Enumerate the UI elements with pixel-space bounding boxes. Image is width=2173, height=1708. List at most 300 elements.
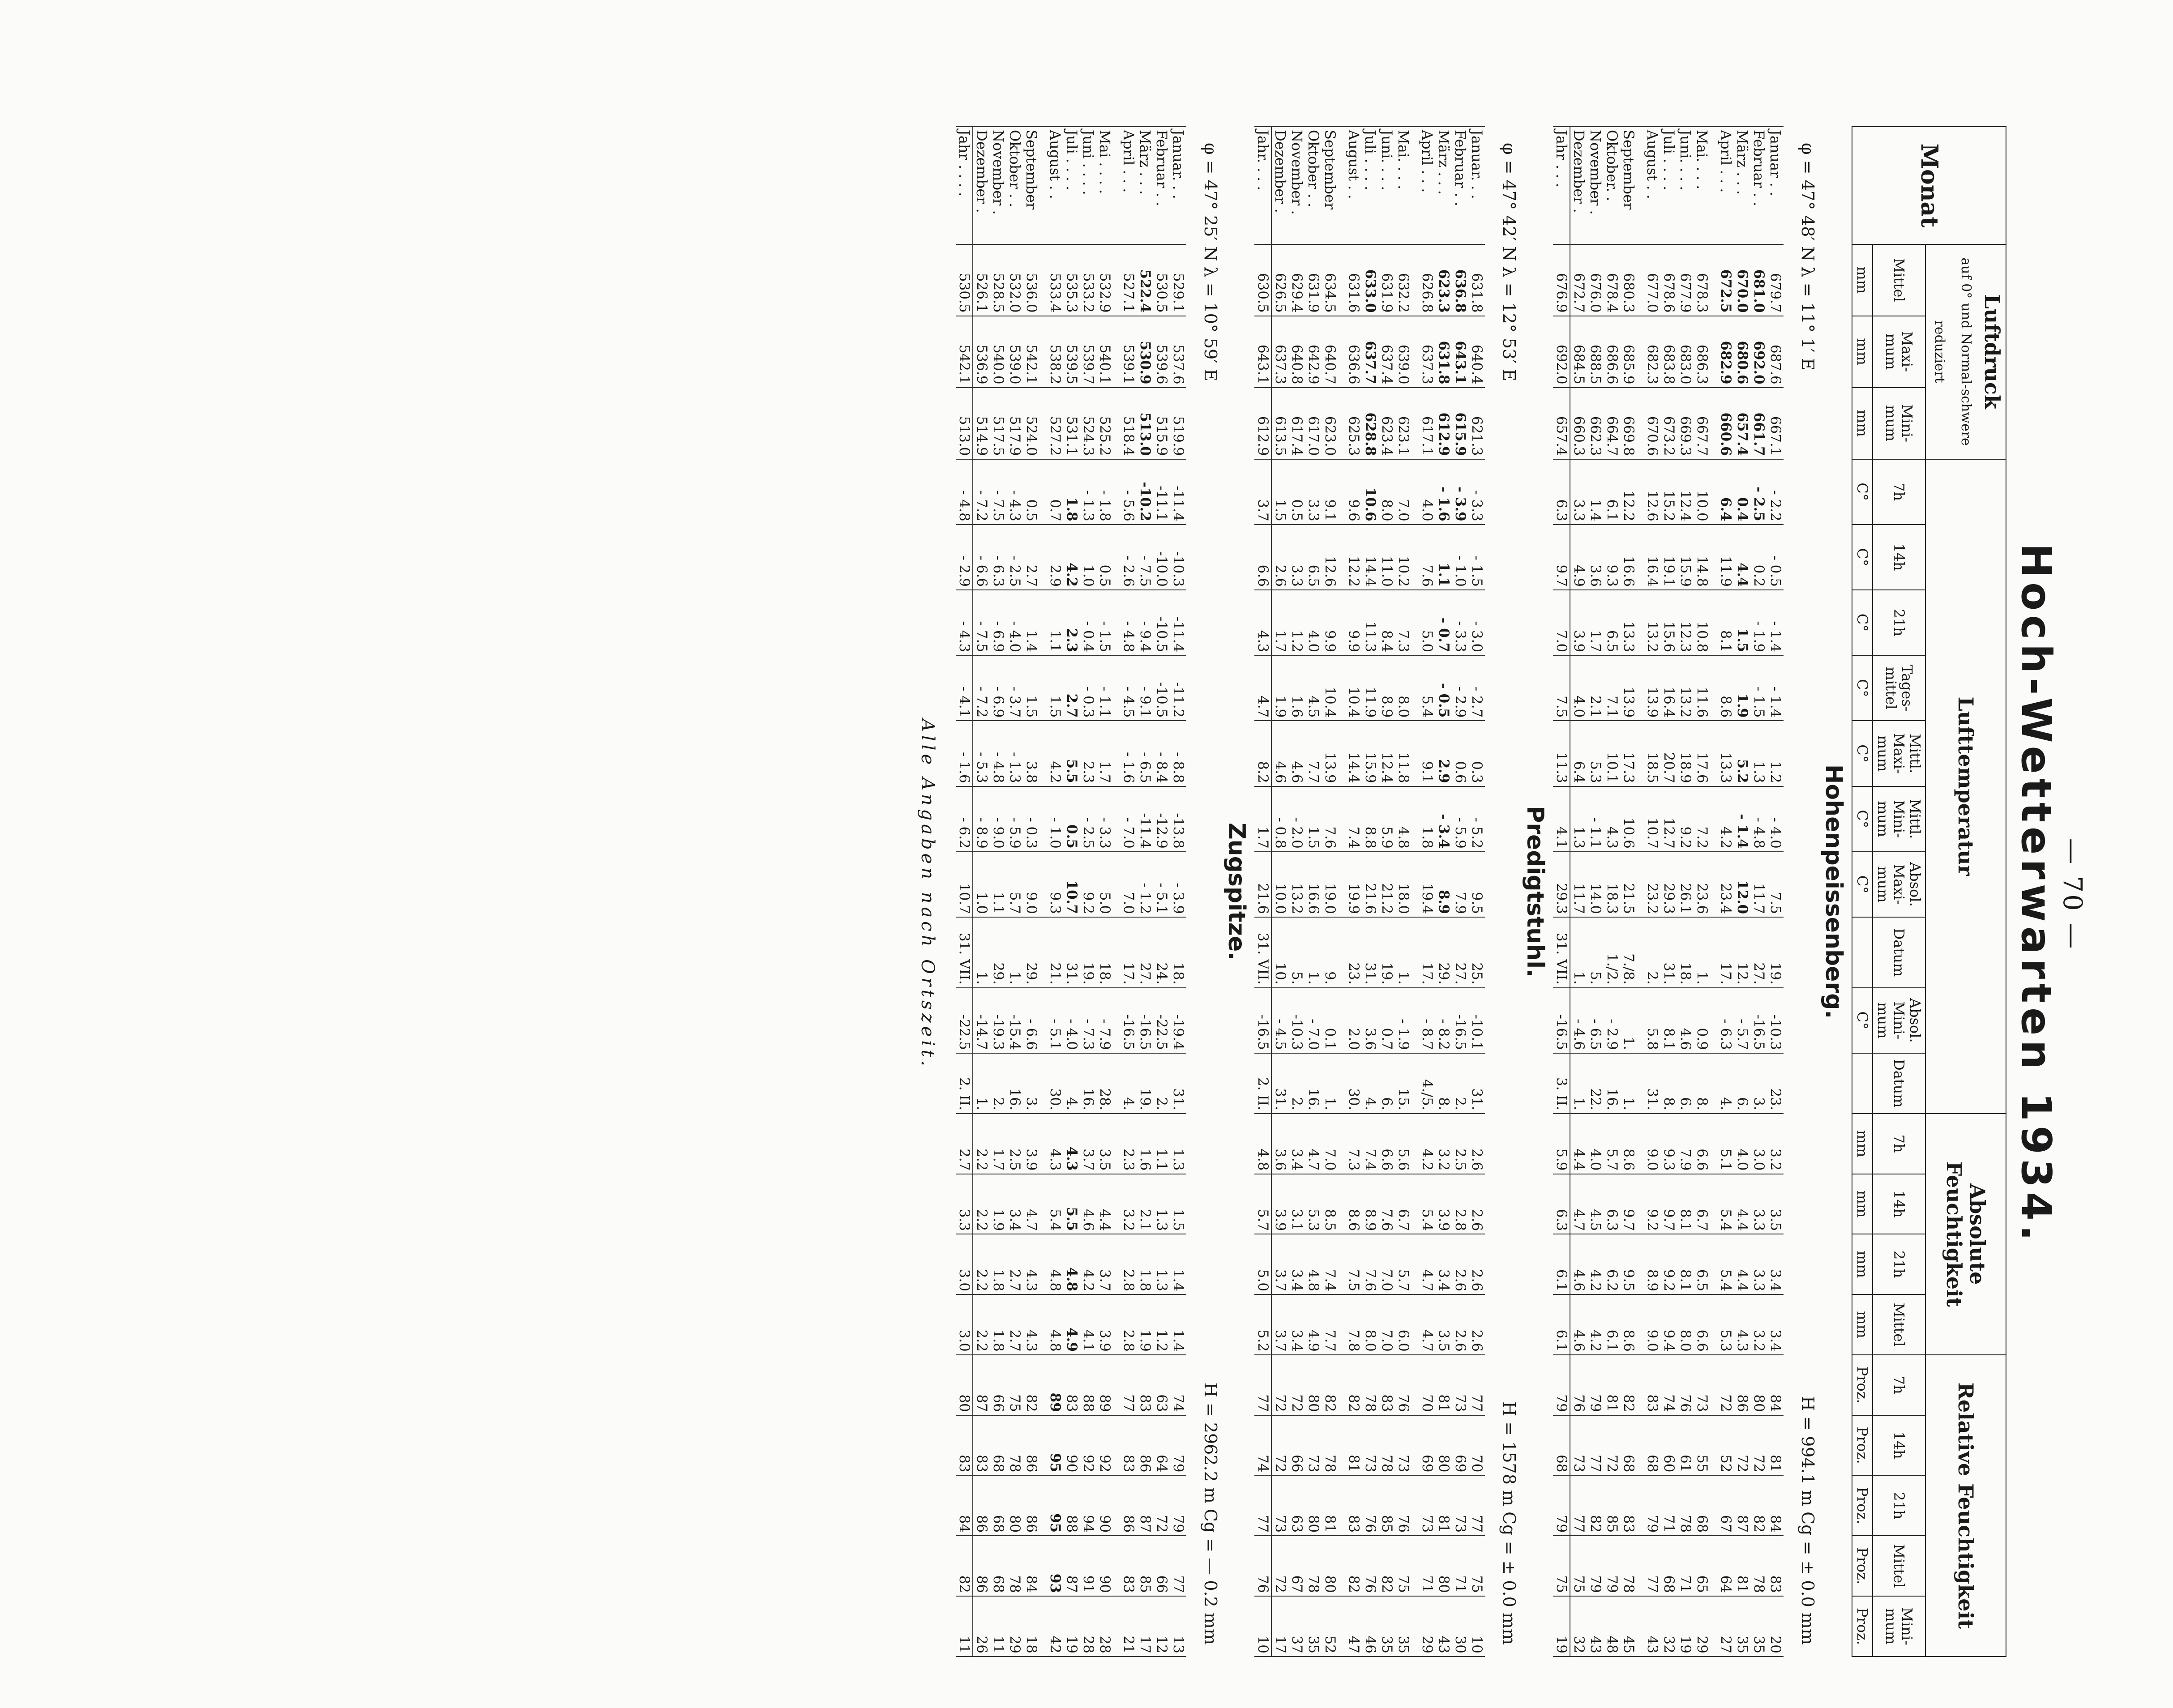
value-cell: 21 <box>1120 1596 1137 1657</box>
value-cell: 7.6 <box>1322 786 1345 852</box>
value-cell: - 6.6 <box>1023 988 1047 1053</box>
value-cell: 9.0 <box>1644 1114 1660 1174</box>
value-cell: 632.2 <box>1395 244 1419 316</box>
value-cell: 67 <box>1288 1536 1305 1596</box>
value-cell: 19 <box>1553 1596 1570 1657</box>
value-cell: 52 <box>1322 1596 1345 1657</box>
value-cell: 2.7 <box>1006 1294 1023 1355</box>
value-cell: 1.8 <box>990 1294 1006 1355</box>
station-name: Predigtstuhl. <box>1522 806 1548 978</box>
value-cell: 9.1 <box>1322 459 1345 525</box>
month-cell: Juni. . . . <box>1378 127 1395 244</box>
value-cell: 11.9 <box>1362 655 1378 721</box>
value-cell: 24. <box>1153 917 1170 988</box>
value-cell: - 3.9 <box>1170 852 1186 917</box>
value-cell: 7.6 <box>1362 1234 1378 1294</box>
value-cell: 8.8 <box>1362 786 1378 852</box>
value-cell: 8.1 <box>1717 590 1734 655</box>
value-cell: 46 <box>1362 1596 1378 1657</box>
value-cell: 3.1 <box>1288 1174 1305 1234</box>
value-cell: - 1.6 <box>956 721 973 786</box>
value-cell: -10.5 <box>1153 590 1170 655</box>
value-cell: 83 <box>973 1415 990 1476</box>
value-cell: 79 <box>1170 1475 1186 1536</box>
value-cell: 7.2 <box>1694 786 1717 852</box>
unit-header: mm <box>1852 244 1873 316</box>
value-cell: 2.9 <box>1435 721 1452 786</box>
value-cell: 77 <box>1170 1536 1186 1596</box>
unit-header: Proz. <box>1852 1355 1873 1415</box>
value-cell: 87 <box>1137 1475 1153 1536</box>
value-cell: 1./2. <box>1604 917 1620 988</box>
value-cell: 1.3 <box>1750 721 1767 786</box>
value-cell: 3.3 <box>1288 525 1305 590</box>
value-cell: 68 <box>1660 1536 1677 1596</box>
table-row <box>1170 127 1186 1657</box>
column-header: 14h <box>1873 1174 1925 1234</box>
value-cell: 78 <box>1620 1536 1644 1596</box>
value-cell: 683.0 <box>1677 316 1694 388</box>
value-cell: 11.3 <box>1362 590 1378 655</box>
value-cell: 1. <box>1395 917 1419 988</box>
value-cell: 81 <box>1345 1415 1362 1476</box>
value-cell: 11.6 <box>1694 655 1717 721</box>
value-cell: 19 <box>1063 1596 1080 1657</box>
value-cell: 90 <box>1096 1475 1120 1536</box>
value-cell: 5.3 <box>1305 1174 1322 1234</box>
value-cell: 639.0 <box>1395 316 1419 388</box>
value-cell: 94 <box>1080 1475 1096 1536</box>
value-cell: 69 <box>1419 1415 1435 1476</box>
value-cell: 8.0 <box>1362 1294 1378 1355</box>
value-cell: 527.1 <box>1120 244 1137 316</box>
value-cell: 8.0 <box>1395 655 1419 721</box>
value-cell: 10.1 <box>1604 721 1620 786</box>
value-cell: 82 <box>1023 1355 1047 1415</box>
value-cell: 74 <box>1254 1415 1271 1476</box>
month-cell: Jahr . . . <box>1553 127 1570 244</box>
value-cell: 4.6 <box>1080 1174 1096 1234</box>
value-cell: - 3.7 <box>1006 655 1023 721</box>
value-cell: 45 <box>1620 1596 1644 1657</box>
value-cell: 680.3 <box>1620 244 1644 316</box>
value-cell: - 9.4 <box>1137 590 1153 655</box>
value-cell: 74 <box>1660 1355 1677 1415</box>
value-cell: - 2.5 <box>1006 525 1023 590</box>
value-cell: 2.8 <box>1120 1234 1137 1294</box>
value-cell: 1.9 <box>990 1174 1006 1234</box>
value-cell: 23. <box>1345 917 1362 988</box>
value-cell: 5.9 <box>1553 1114 1570 1174</box>
value-cell: 1.9 <box>1271 655 1288 721</box>
station-height: H = 2962.2 m Cg = — 0.2 mm <box>1201 1382 1220 1645</box>
value-cell: - 6.5 <box>1137 721 1153 786</box>
value-cell: 85 <box>1378 1475 1395 1536</box>
value-cell: 19.0 <box>1322 852 1345 917</box>
value-cell: 0.4 <box>1734 459 1750 525</box>
value-cell: 7.0 <box>1395 459 1419 525</box>
value-cell: 669.8 <box>1620 388 1644 459</box>
value-cell: 5.4 <box>1047 1174 1063 1234</box>
value-cell: 21. <box>1047 917 1063 988</box>
table-row <box>1587 127 1604 1657</box>
value-cell: 70 <box>1419 1355 1435 1415</box>
value-cell: 88 <box>1063 1475 1080 1536</box>
value-cell: 78 <box>1362 1355 1378 1415</box>
table-row <box>1750 127 1767 1657</box>
month-cell: August . . <box>1644 127 1660 244</box>
value-cell: 3.7 <box>1271 1294 1288 1355</box>
value-cell: 6.5 <box>1694 1234 1717 1294</box>
value-cell: 3.4 <box>1435 1234 1452 1294</box>
value-cell: 2.5 <box>1006 1114 1023 1174</box>
table-row <box>1362 127 1378 1657</box>
value-cell: 626.8 <box>1419 244 1435 316</box>
value-cell: 2.1 <box>1137 1174 1153 1234</box>
value-cell: 7.0 <box>1378 1234 1395 1294</box>
value-cell: 43 <box>1587 1596 1604 1657</box>
value-cell: 27. <box>1750 917 1767 988</box>
value-cell: 636.8 <box>1452 244 1468 316</box>
value-cell: 68 <box>1694 1475 1717 1536</box>
table-row <box>1694 127 1717 1657</box>
value-cell: 31. <box>1468 1053 1485 1114</box>
value-cell: - 8.2 <box>1435 988 1452 1053</box>
column-header: Datum <box>1873 917 1925 988</box>
value-cell: 3.9 <box>1435 1174 1452 1234</box>
value-cell: 3.2 <box>1767 1114 1784 1174</box>
value-cell: 23.4 <box>1717 852 1734 917</box>
value-cell: 526.1 <box>973 244 990 316</box>
value-cell: 4.7 <box>1419 1234 1435 1294</box>
value-cell: 81 <box>1767 1415 1784 1476</box>
value-cell: 4. <box>1063 1053 1080 1114</box>
value-cell: 4.4 <box>1734 1234 1750 1294</box>
value-cell: 7.4 <box>1322 1234 1345 1294</box>
value-cell: 77 <box>1570 1475 1587 1536</box>
value-cell: 533.4 <box>1047 244 1063 316</box>
column-header: 14h <box>1873 1415 1925 1476</box>
value-cell: 0.3 <box>1468 721 1485 786</box>
value-cell: 75 <box>1570 1536 1587 1596</box>
value-cell: 631.8 <box>1468 244 1485 316</box>
value-cell: 517.9 <box>1006 388 1023 459</box>
value-cell: 7.0 <box>1378 1294 1395 1355</box>
value-cell: 4.8 <box>1047 1294 1063 1355</box>
value-cell: 631.9 <box>1305 244 1322 316</box>
value-cell: 61 <box>1677 1415 1694 1476</box>
column-header: Mini-mum <box>1873 1596 1925 1657</box>
value-cell: 4.6 <box>1271 721 1288 786</box>
month-cell: April . . . <box>1120 127 1137 244</box>
value-cell: 2. II. <box>956 1053 973 1114</box>
value-cell: 79 <box>1553 1475 1570 1536</box>
value-cell: 72 <box>1604 1415 1620 1476</box>
value-cell: - 0.5 <box>1435 655 1452 721</box>
value-cell: 17.3 <box>1620 721 1644 786</box>
unit-header: C° <box>1852 655 1873 721</box>
value-cell: 65 <box>1694 1536 1717 1596</box>
value-cell: 13.9 <box>1644 655 1660 721</box>
value-cell: 16. <box>1080 1053 1096 1114</box>
value-cell: 1.5 <box>1023 655 1047 721</box>
value-cell: 81 <box>1435 1475 1452 1536</box>
value-cell: 85 <box>1137 1536 1153 1596</box>
value-cell: 1.7 <box>990 1114 1006 1174</box>
value-cell: 8.0 <box>1378 459 1395 525</box>
value-cell: 3.3 <box>1305 459 1322 525</box>
value-cell: 75 <box>1006 1355 1023 1415</box>
table-row <box>1468 127 1485 1657</box>
value-cell: 667.7 <box>1694 388 1717 459</box>
value-cell: 68 <box>990 1415 1006 1476</box>
value-cell: 1. <box>1570 1053 1587 1114</box>
value-cell: - 5.1 <box>1047 988 1063 1053</box>
value-cell: - 8.4 <box>1153 721 1170 786</box>
value-cell: 13.2 <box>1644 590 1660 655</box>
value-cell: 15.9 <box>1362 721 1378 786</box>
value-cell: 628.8 <box>1362 388 1378 459</box>
value-cell: - 4.1 <box>956 655 973 721</box>
value-cell: -10.0 <box>1153 525 1170 590</box>
value-cell: 2.6 <box>1452 1234 1468 1294</box>
value-cell: 539.1 <box>1120 316 1137 388</box>
table-row <box>1767 127 1784 1657</box>
value-cell: - 4.8 <box>990 721 1006 786</box>
value-cell: 1.5 <box>1170 1174 1186 1234</box>
value-cell: 21.6 <box>1362 852 1378 917</box>
value-cell: 533.2 <box>1080 244 1096 316</box>
value-cell: 9.1 <box>1419 721 1435 786</box>
value-cell: 662.3 <box>1587 388 1604 459</box>
value-cell: 13.3 <box>1620 590 1644 655</box>
value-cell: 12.4 <box>1677 459 1694 525</box>
value-cell: 680.6 <box>1734 316 1750 388</box>
table-row <box>1345 127 1362 1657</box>
value-cell: -14.7 <box>973 988 990 1053</box>
value-cell: 67 <box>1717 1475 1734 1536</box>
value-cell: 10.6 <box>1620 786 1644 852</box>
value-cell: 47 <box>1345 1596 1362 1657</box>
unit-header: Proz. <box>1852 1536 1873 1596</box>
table-row <box>1096 127 1120 1657</box>
value-cell: 4.6 <box>1677 988 1694 1053</box>
month-cell: Jahr . . . . <box>956 127 973 244</box>
value-cell: 92 <box>1096 1415 1120 1476</box>
value-cell: 83 <box>1644 1355 1660 1415</box>
unit-header: mm <box>1852 1294 1873 1355</box>
value-cell: 21.6 <box>1254 852 1271 917</box>
value-cell: - 4.0 <box>1063 988 1080 1053</box>
value-cell: 73 <box>1570 1415 1587 1476</box>
value-cell: 92 <box>1080 1415 1096 1476</box>
value-cell: 73 <box>1271 1475 1288 1536</box>
value-cell: 5.1 <box>1717 1114 1734 1174</box>
value-cell: - 4.0 <box>1767 786 1784 852</box>
month-cell: April . . . <box>1419 127 1435 244</box>
value-cell: 4.0 <box>1587 1114 1604 1174</box>
value-cell: 78 <box>1322 1415 1345 1476</box>
value-cell: 1.8 <box>1063 459 1080 525</box>
value-cell: 2.9 <box>1047 525 1063 590</box>
value-cell: 4.2 <box>1047 721 1063 786</box>
column-header: Mittel <box>1873 1536 1925 1596</box>
value-cell: 11.8 <box>1395 721 1419 786</box>
value-cell: 4.0 <box>1305 590 1322 655</box>
value-cell: 0.5 <box>1288 459 1305 525</box>
table-row <box>1717 127 1734 1657</box>
value-cell: 76 <box>1254 1536 1271 1596</box>
value-cell: 4.5 <box>1305 655 1322 721</box>
month-cell: April . . . <box>1717 127 1734 244</box>
value-cell: - 7.2 <box>973 655 990 721</box>
value-cell: 1.5 <box>1305 786 1322 852</box>
value-cell: 529.1 <box>1170 244 1186 316</box>
value-cell: 69 <box>1452 1415 1468 1476</box>
value-cell: 6.1 <box>1604 1294 1620 1355</box>
value-cell: 4.4 <box>1570 1114 1587 1174</box>
value-cell: 10.7 <box>1644 786 1660 852</box>
value-cell: 637.4 <box>1378 316 1395 388</box>
unit-header <box>1852 917 1873 988</box>
value-cell: 539.7 <box>1080 316 1096 388</box>
value-cell: 1.4 <box>1023 590 1047 655</box>
value-cell: 86 <box>1120 1475 1137 1536</box>
value-cell: 612.9 <box>1435 388 1452 459</box>
value-cell: 1.2 <box>1767 721 1784 786</box>
value-cell: 95 <box>1047 1475 1063 1536</box>
value-cell: 537.6 <box>1170 316 1186 388</box>
value-cell: 83 <box>1620 1475 1644 1536</box>
header-luftdruck-title: Luftdruck <box>1980 294 2004 409</box>
value-cell: 79 <box>1587 1536 1604 1596</box>
value-cell: 6.4 <box>1717 459 1734 525</box>
value-cell: 7.0 <box>1322 1114 1345 1174</box>
value-cell: 2. <box>1153 1053 1170 1114</box>
value-cell: 6.5 <box>1305 525 1322 590</box>
value-cell: 9.7 <box>1553 525 1570 590</box>
value-cell: 524.0 <box>1023 388 1047 459</box>
value-cell: 1.6 <box>1137 1114 1153 1174</box>
unit-header: C° <box>1852 852 1873 917</box>
value-cell: 7.8 <box>1345 1294 1362 1355</box>
value-cell: 85 <box>1604 1475 1620 1536</box>
value-cell: 13.2 <box>1677 655 1694 721</box>
value-cell: 623.0 <box>1322 388 1345 459</box>
value-cell: 7.3 <box>1345 1114 1362 1174</box>
value-cell: 3. <box>1750 1053 1767 1114</box>
value-cell: 623.1 <box>1395 388 1419 459</box>
value-cell: 3.4 <box>1288 1294 1305 1355</box>
value-cell: 4.5 <box>1587 1174 1604 1234</box>
value-cell: 1.1 <box>1047 590 1063 655</box>
value-cell: 83 <box>1345 1475 1362 1536</box>
value-cell: 676.0 <box>1587 244 1604 316</box>
station-section-header <box>1186 127 1254 1657</box>
value-cell: 80 <box>1305 1355 1322 1415</box>
value-cell: 80 <box>1435 1415 1452 1476</box>
table-row <box>990 127 1006 1657</box>
value-cell: 631.6 <box>1345 244 1362 316</box>
value-cell: 9.9 <box>1322 590 1345 655</box>
value-cell: 1.4 <box>1587 459 1604 525</box>
value-cell: 83 <box>1137 1355 1153 1415</box>
value-cell: 77 <box>1120 1355 1137 1415</box>
value-cell: 637.7 <box>1362 316 1378 388</box>
value-cell: 80 <box>1305 1475 1322 1536</box>
value-cell: - 1.3 <box>1080 459 1096 525</box>
value-cell: 1.8 <box>1419 786 1435 852</box>
value-cell: 84 <box>1767 1355 1784 1415</box>
value-cell: 0.7 <box>1378 988 1395 1053</box>
value-cell: 29.3 <box>1553 852 1570 917</box>
month-cell: Juli . . . . <box>1362 127 1378 244</box>
value-cell: 86 <box>1023 1475 1047 1536</box>
station-height: H = 1578 m Cg = ± 0.0 mm <box>1499 1401 1519 1645</box>
value-cell: 82 <box>956 1536 973 1596</box>
value-cell: 1.7 <box>1587 590 1604 655</box>
value-cell: 643.1 <box>1254 316 1271 388</box>
value-cell: 2.7 <box>1063 655 1080 721</box>
value-cell: 72 <box>1153 1475 1170 1536</box>
value-cell: 79 <box>1587 1355 1604 1415</box>
value-cell: 631.8 <box>1435 316 1452 388</box>
value-cell: 540.1 <box>1096 316 1120 388</box>
value-cell: 4. <box>1717 1053 1734 1114</box>
value-cell: 530.5 <box>1153 244 1170 316</box>
value-cell: 8.1 <box>1660 988 1677 1053</box>
value-cell: 3.5 <box>1096 1114 1120 1174</box>
value-cell: 77 <box>1468 1355 1485 1415</box>
value-cell: 4.0 <box>1734 1114 1750 1174</box>
value-cell: 1. <box>973 917 990 988</box>
value-cell: 17 <box>1137 1596 1153 1657</box>
value-cell: - 1.1 <box>1587 786 1604 852</box>
value-cell: 623.4 <box>1378 388 1395 459</box>
unit-header: mm <box>1852 316 1873 388</box>
value-cell: - 5.1 <box>1153 852 1170 917</box>
value-cell: -10.3 <box>1170 525 1186 590</box>
month-cell: Oktober . . <box>1006 127 1023 244</box>
month-cell: November . <box>1288 127 1305 244</box>
value-cell: 617.1 <box>1419 388 1435 459</box>
value-cell: - 0.8 <box>1271 786 1288 852</box>
value-cell: 642.9 <box>1305 316 1322 388</box>
value-cell: 540.0 <box>990 316 1006 388</box>
month-cell: Juni. . . . <box>1677 127 1694 244</box>
value-cell: 83 <box>1120 1415 1137 1476</box>
value-cell: 5.7 <box>1395 1234 1419 1294</box>
value-cell: 688.5 <box>1587 316 1604 388</box>
value-cell: 4.8 <box>1063 1234 1080 1294</box>
value-cell: 16.4 <box>1660 655 1677 721</box>
value-cell: 28. <box>1096 1053 1120 1114</box>
value-cell: -10.3 <box>1288 988 1305 1053</box>
value-cell: 4.3 <box>1023 1294 1047 1355</box>
value-cell: - 5.9 <box>1006 786 1023 852</box>
value-cell: 672.7 <box>1570 244 1587 316</box>
value-cell: 17.6 <box>1694 721 1717 786</box>
value-cell: 3.2 <box>1120 1174 1137 1234</box>
value-cell: 19.9 <box>1345 852 1362 917</box>
value-cell: 3.4 <box>1288 1114 1305 1174</box>
value-cell: 8.6 <box>1620 1294 1644 1355</box>
value-cell: 8.0 <box>1677 1294 1694 1355</box>
value-cell: 25. <box>1468 917 1485 988</box>
value-cell: 539.0 <box>1006 316 1023 388</box>
table-row <box>1553 127 1570 1657</box>
value-cell: 5.4 <box>1419 655 1435 721</box>
